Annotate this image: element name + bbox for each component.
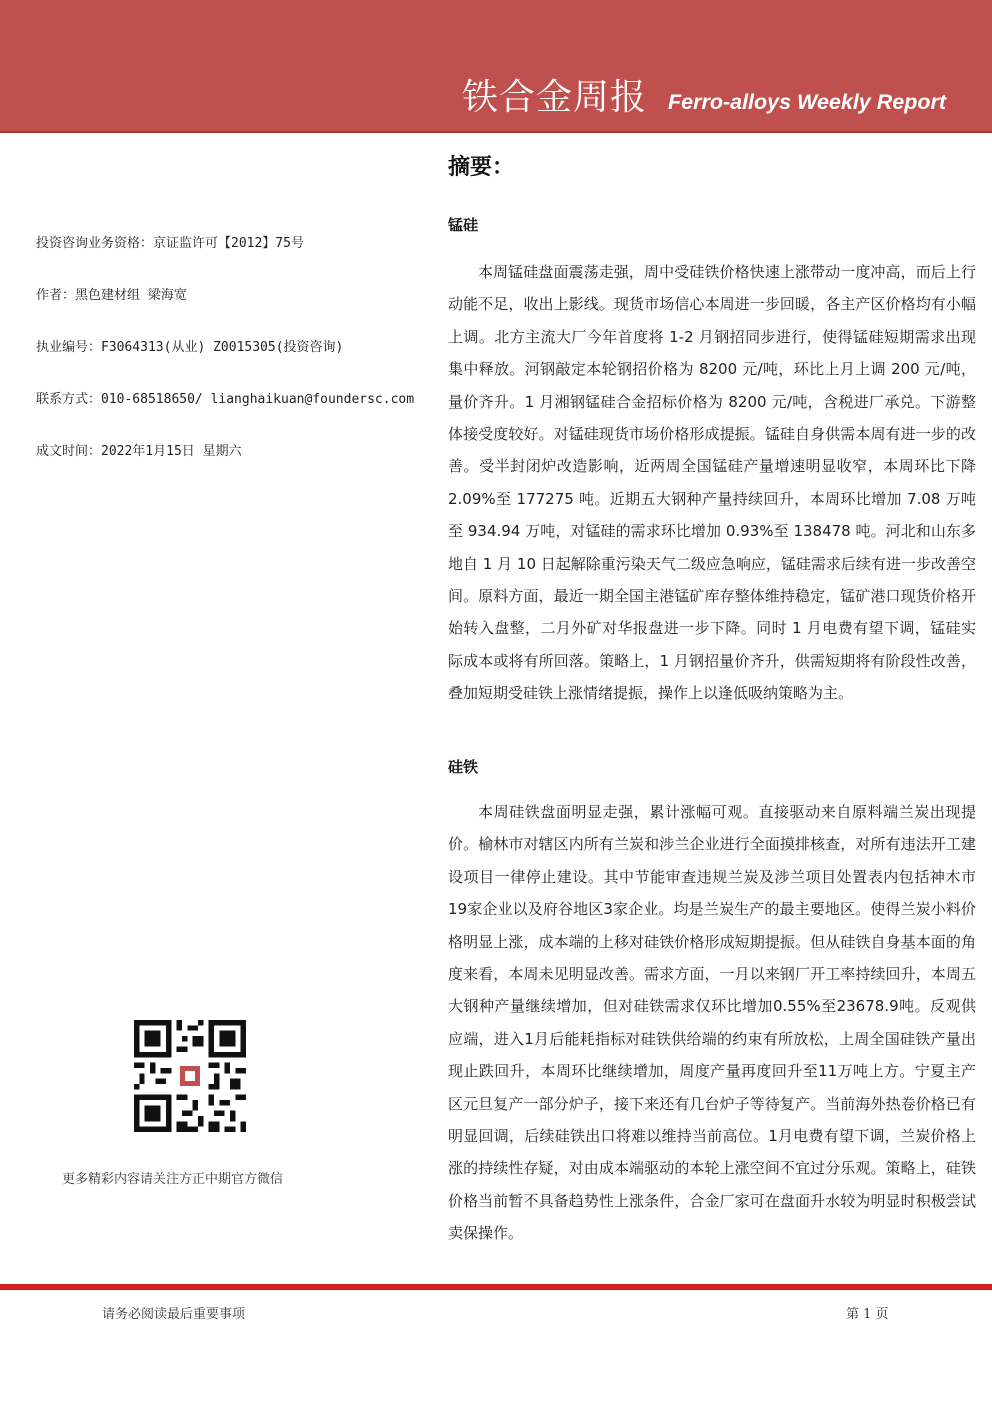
license-info: 投资咨询业务资格：京证监许可【2012】75号 bbox=[36, 236, 304, 251]
publish-date: 成文时间：2022年1月15日 星期六 bbox=[36, 444, 242, 459]
page-number: 第 1 页 bbox=[846, 1307, 889, 1322]
header-divider bbox=[0, 131, 992, 133]
qr-code-icon bbox=[134, 1020, 246, 1132]
contact-info bbox=[36, 390, 414, 410]
section-body-mnsi: 本周锰硅盘面震荡走强，周中受硅铁价格快速上涨带动一度冲高，而后上行动能不足，收出上影线。现货市场信心本周进一步回暖，各主产区价格均有小幅上调。北方主流大厂今年首度将 1-2 月钢招同步进行，使得锰硅短期需求出现集中释放。河钢敲定本轮钢招价格为 8200 元/吨，环比上月上调 200 元/吨，量价齐升。1 月湘钢锰硅合金招标价格为 8200 元/吨，含税进厂承兑。下游整体接受度较好。对锰硅现货市场价格形成提振。锰硅自身供需本周有进一步的改善。受半封闭炉改造影响，近两周全国锰硅产量增速明显收窄，本周环比下降 2.09%至 177275 吨。近期五大钢种产量持续回升，本周环比增加 7.08 万吨至 934.94 万吨，对锰硅的需求环比增加 0.93%至 138478 吨。河北和山东多地自 1 月 10 日起解除重污染天气二级应急响应，锰硅需求后续有进一步改善空间。原料方面，最近一期全国主港锰矿库存整体维持稳定，锰矿港口现货价格开始转入盘整，二月外矿对华报盘进一步下降。同时 1 月电费有望下调，锰硅实际成本或将有所回落。策略上，1 月钢招量价齐升，供需短期将有阶段性改善，叠加短期受硅铁上涨情绪提振，操作上以逢低吸纳策略为主。 bbox=[448, 263, 976, 703]
report-title-en: Ferro-alloys Weekly Report bbox=[668, 90, 946, 114]
section-title-fesi: 硅铁 bbox=[448, 758, 479, 776]
summary-title: 摘要： bbox=[448, 155, 515, 180]
practice-number: 执业编号：F3064313(从业) Z0015305(投资咨询) bbox=[36, 340, 344, 355]
section-title-mnsi: 锰硅 bbox=[448, 216, 479, 234]
report-title-cn: 铁合金周报 bbox=[462, 77, 648, 118]
author-info: 作者：黑色建材组 梁海宽 bbox=[36, 288, 187, 303]
footer-notice: 请务必阅读最后重要事项 bbox=[102, 1307, 246, 1322]
contact-text: 联系方式：010-68518650/ lianghaikuan@foundersc.com bbox=[36, 392, 415, 407]
footer-divider bbox=[0, 1284, 992, 1290]
qr-caption: 更多精彩内容请关注方正中期官方微信 bbox=[62, 1172, 284, 1187]
section-body-fesi: 本周硅铁盘面明显走强，累计涨幅可观。直接驱动来自原料端兰炭出现提价。榆林市对辖区内所有兰炭和涉兰企业进行全面摸排核查，对所有违法开工建设项目一律停止建设。其中节能审查违规兰炭及涉兰项目处置表内包括神木市19家企业以及府谷地区3家企业。均是兰炭生产的最主要地区。使得兰炭小料价格明显上涨，成本端的上移对硅铁价格形成短期提振。但从硅铁自身基本面的角度来看，本周未见明显改善。需求方面，一月以来钢厂开工率持续回升，本周五大钢种产量继续增加，但对硅铁需求仅环比增加0.55%至23678.9吨。反观供应端，进入1月后能耗指标对硅铁供给端的约束有所放松，上周全国硅铁产量出现止跌回升，本周环比继续增加，周度产量再度回升至11万吨上方。宁夏主产区元旦复产一部分炉子，接下来还有几台炉子等待复产。当前海外热卷价格已有明显回调，后续硅铁出口将难以维持当前高位。1月电费有望下调，兰炭价格上涨的持续性存疑，对由成本端驱动的本轮上涨空间不宜过分乐观。策略上，硅铁价格当前暂不具备趋势性上涨条件，合金厂家可在盘面升水较为明显时积极尝试卖保操作。 bbox=[448, 803, 976, 1243]
